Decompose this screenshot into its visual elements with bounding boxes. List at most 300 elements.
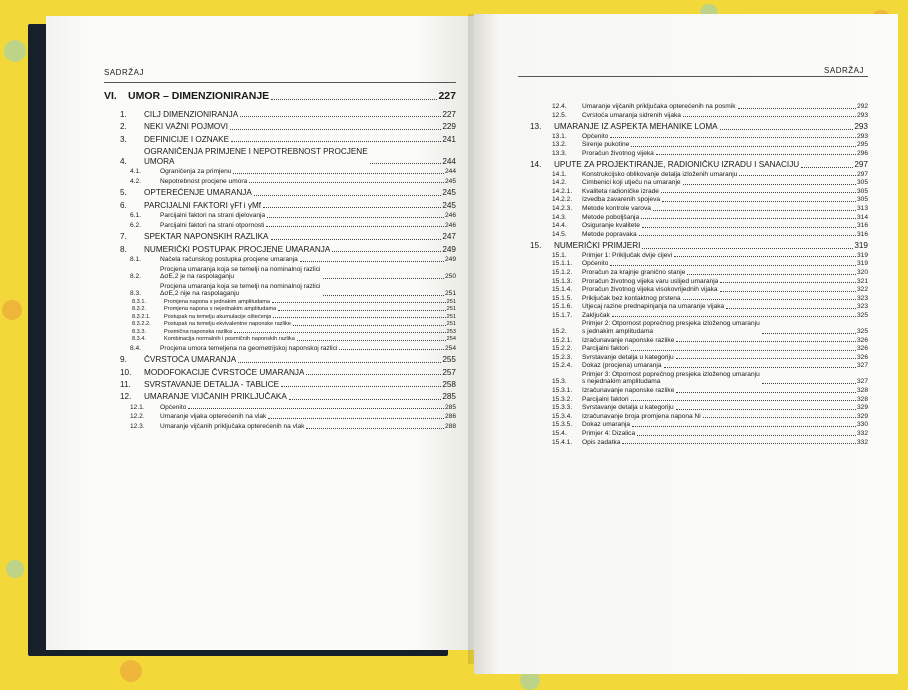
toc-entry xyxy=(518,371,868,386)
entry-number: 15.2.4. xyxy=(552,362,573,370)
leader-dots xyxy=(263,207,441,208)
entry-title: NUMERIČKI POSTUPAK PROCJENE UMARANJA xyxy=(144,244,331,254)
entry-page: 285 xyxy=(442,392,456,402)
entry-number: 8.3.1. xyxy=(132,299,146,306)
entry-page: 293 xyxy=(856,132,868,140)
entry-page: 255 xyxy=(442,355,456,365)
entry-number: 12.1. xyxy=(130,403,145,411)
entry-number: 4.1. xyxy=(130,168,141,176)
toc-entry xyxy=(104,212,456,220)
leader-dots xyxy=(674,256,856,257)
toc-entry xyxy=(104,147,456,166)
toc-entry xyxy=(104,232,456,241)
entry-title: Proračun životnog vijeka varu uslijed umaranja xyxy=(582,277,719,285)
entry-number: 1. xyxy=(120,110,127,120)
leader-dots xyxy=(739,175,856,176)
entry-title: Metode poboljšanja xyxy=(582,213,640,221)
entry-page: 251 xyxy=(446,306,456,313)
leader-dots xyxy=(661,192,856,193)
entry-number: 9. xyxy=(120,355,127,365)
leader-dots xyxy=(234,332,446,333)
entry-page: 316 xyxy=(856,230,868,238)
toc-entry xyxy=(518,252,868,260)
entry-number: 7. xyxy=(120,232,127,242)
leader-dots xyxy=(271,239,442,240)
entry-page: 327 xyxy=(856,362,868,370)
entry-title-line2: s nejednakim amplitudama xyxy=(582,378,661,386)
entry-page: 296 xyxy=(856,149,868,157)
entry-title: Osiguranje kvalitete xyxy=(582,222,640,230)
toc-entry xyxy=(518,387,868,395)
entry-number: 14.2. xyxy=(552,179,567,187)
entry-title: Svrstavanje detalja u kategoriju xyxy=(582,353,674,361)
toc-entry xyxy=(104,110,456,119)
entry-title: Postupak na temelju ekvivalentne naponske razlike xyxy=(164,321,291,328)
entry-number: 15.1.7. xyxy=(552,311,573,319)
entry-title: Nepotrebnost procjene umora xyxy=(160,177,248,185)
entry-title: Parcijalni faktori na strani djelovanja xyxy=(160,212,266,220)
entry-number: 6.2. xyxy=(130,221,141,229)
entry-title: Primjer 3: Otpornost poprečnog presjeka izloženog umaranju xyxy=(582,370,760,378)
entry-page: 254 xyxy=(446,336,456,343)
leader-dots xyxy=(676,392,856,393)
entry-title: Promjena napona s nejednakim amplitudama xyxy=(164,306,277,313)
entry-number: 4. xyxy=(120,156,127,166)
leader-dots xyxy=(610,265,856,266)
right-page xyxy=(474,14,898,674)
entry-page: 313 xyxy=(856,205,868,213)
toc-entry xyxy=(518,179,868,187)
entry-title: Svrstavanje detalja u kategoriju xyxy=(582,404,674,412)
toc-entry xyxy=(518,439,868,447)
leader-dots xyxy=(278,310,445,311)
entry-title: Čvrstoća umaranja sidrenih vijaka xyxy=(582,111,681,119)
entry-number: 15. xyxy=(530,241,542,251)
entry-page: 316 xyxy=(856,222,868,230)
toc-entry xyxy=(518,354,868,362)
leader-dots xyxy=(683,299,856,300)
leader-dots xyxy=(306,374,441,375)
entry-title: OPTEREĆENJE UMARANJA xyxy=(144,188,252,198)
entry-page: 326 xyxy=(856,345,868,353)
leader-dots xyxy=(240,116,441,117)
leader-dots xyxy=(762,333,856,334)
toc-entry xyxy=(518,160,868,169)
leader-dots xyxy=(676,409,856,410)
toc-entry xyxy=(518,278,868,286)
left-page-header: SADRŽAJ xyxy=(104,68,144,77)
entry-title-line2: UMORA xyxy=(144,156,175,166)
entry-page: 253 xyxy=(446,328,456,335)
toc-entry xyxy=(104,404,456,412)
entry-page: 244 xyxy=(442,156,456,166)
leader-dots xyxy=(726,308,856,309)
entry-number: 15.4.1. xyxy=(552,438,573,446)
entry-number: 15.3.2. xyxy=(552,395,573,403)
entry-number: 8.1. xyxy=(130,256,141,264)
leader-dots xyxy=(323,295,444,296)
leader-dots xyxy=(687,274,856,275)
leader-dots xyxy=(720,282,856,283)
toc-entry xyxy=(518,286,868,294)
toc-entry xyxy=(518,141,868,149)
entry-page: 244 xyxy=(444,168,456,176)
toc-entry xyxy=(518,413,868,421)
entry-page: 297 xyxy=(856,170,868,178)
entry-title-line2: s jednakim amplitudama xyxy=(582,327,654,335)
leader-dots xyxy=(231,141,441,142)
entry-page: 328 xyxy=(856,395,868,403)
entry-page: 293 xyxy=(856,111,868,119)
toc-entry xyxy=(104,368,456,377)
header-rule xyxy=(518,76,868,77)
toc-entry xyxy=(518,188,868,196)
toc-entry xyxy=(518,269,868,277)
entry-page: 245 xyxy=(442,200,456,210)
entry-number: 12. xyxy=(120,392,132,402)
entry-page: 323 xyxy=(856,303,868,311)
leader-dots xyxy=(188,408,444,409)
toc-entry xyxy=(104,413,456,421)
leader-dots xyxy=(272,302,446,303)
entry-number: 15.2.2. xyxy=(552,345,573,353)
leader-dots xyxy=(664,367,856,368)
leader-dots xyxy=(233,173,444,174)
entry-title: Čimbenici koji utječu na umaranje xyxy=(582,179,681,187)
toc-entry xyxy=(104,122,456,131)
entry-number: 15.2.1. xyxy=(552,336,573,344)
toc-entry xyxy=(104,256,456,264)
toc-entry xyxy=(104,188,456,197)
toc-entry xyxy=(518,112,868,120)
entry-page: 258 xyxy=(442,380,456,390)
leader-dots xyxy=(323,278,444,279)
entry-page: 332 xyxy=(856,429,868,437)
toc-entry xyxy=(518,337,868,345)
entry-number: 8.3.3. xyxy=(132,328,146,335)
leader-dots xyxy=(656,154,856,155)
entry-title-line2: ΔσE,2 nije na raspolaganju xyxy=(160,290,240,298)
leader-dots xyxy=(642,248,853,249)
entry-page: 328 xyxy=(856,387,868,395)
leader-dots xyxy=(610,137,856,138)
entry-number: 10. xyxy=(120,367,132,377)
leader-dots xyxy=(612,316,856,317)
entry-title: OGRANIČENJA PRIMJENE I NEPOTREBNOST PROCJENE xyxy=(144,147,368,157)
toc-entry xyxy=(518,241,868,250)
entry-title: Procjena umaranja koja se temelji na nominalnoj razlici xyxy=(160,265,321,273)
entry-title: Metode kontrole varova xyxy=(582,205,651,213)
leader-dots xyxy=(683,116,856,117)
leader-dots xyxy=(289,399,441,400)
entry-number: 6. xyxy=(120,200,127,210)
toc-entry xyxy=(104,329,456,335)
entry-title: Konstrukcijsko oblikovanje detalja izloženih umaranju xyxy=(582,170,738,178)
entry-number: 15.3.5. xyxy=(552,421,573,429)
entry-title: UMARANJE VIJČANIH PRIKLJUČAKA xyxy=(144,392,287,402)
toc-entry xyxy=(104,392,456,401)
entry-page: 319 xyxy=(856,260,868,268)
entry-title: Primjer 1: Priključak dvije cijevi xyxy=(582,251,673,259)
header-rule xyxy=(104,82,456,83)
toc-entry xyxy=(104,178,456,186)
entry-page: 326 xyxy=(856,353,868,361)
toc-entry xyxy=(518,345,868,353)
entry-title: Izvedba zavarenih spojeva xyxy=(582,196,661,204)
entry-number: 15.1.5. xyxy=(552,294,573,302)
left-page xyxy=(46,16,474,650)
entry-page: 332 xyxy=(856,438,868,446)
right-page-header: SADRŽAJ xyxy=(824,66,864,75)
entry-title: Utjecaj razine prednapinjanja na umaranje vijaka xyxy=(582,303,725,311)
entry-number: 8.3. xyxy=(130,290,141,298)
entry-page: 251 xyxy=(446,299,456,306)
entry-number: 8.4. xyxy=(130,344,141,352)
entry-title: Dokaz umaranja xyxy=(582,421,631,429)
entry-title: Primjer 2: Otpornost poprečnog presjeka izloženog umaranju xyxy=(582,320,760,328)
toc-entry xyxy=(104,299,456,305)
entry-number: 15.1.1. xyxy=(552,260,573,268)
entry-page: 251 xyxy=(446,321,456,328)
entry-page: 250 xyxy=(444,273,456,281)
leader-dots xyxy=(801,167,853,168)
toc-entry xyxy=(104,168,456,176)
toc-entry xyxy=(104,336,456,342)
entry-page: 314 xyxy=(856,213,868,221)
entry-number: 2. xyxy=(120,122,127,132)
entry-page: 251 xyxy=(446,313,456,320)
leader-dots xyxy=(631,146,856,147)
entry-page: 305 xyxy=(856,196,868,204)
entry-title: Ograničenja za primjenu xyxy=(160,168,232,176)
entry-title-line2: ΔσE,2 je na raspolaganju xyxy=(160,273,235,281)
entry-page: 329 xyxy=(856,404,868,412)
entry-title: Priključak bez kontaktnog prstena xyxy=(582,294,681,302)
toc-entry xyxy=(104,306,456,312)
entry-title: Parcijalni faktori na strani otpornosti xyxy=(160,221,265,229)
entry-title: Širenje pukotine xyxy=(582,141,630,149)
leader-dots xyxy=(720,291,856,292)
toc-entry xyxy=(104,201,456,210)
toc-entry xyxy=(104,345,456,353)
leader-dots xyxy=(281,386,441,387)
entry-number: 8.3.2.1. xyxy=(132,313,151,320)
leader-dots xyxy=(306,428,444,429)
entry-number: 15.1. xyxy=(552,251,567,259)
entry-title: Umaranje vijčanih priključaka opterećenih na vlak xyxy=(160,423,305,431)
leader-dots xyxy=(370,163,442,164)
entry-number: 12.2. xyxy=(130,413,145,421)
entry-number: 13.1. xyxy=(552,132,567,140)
entry-page: 321 xyxy=(856,277,868,285)
entry-title: Parcijalni faktori xyxy=(582,395,629,403)
entry-title: Izračunavanje broja promjena napona Ni xyxy=(582,412,701,420)
leader-dots xyxy=(300,261,444,262)
entry-number: 13.3. xyxy=(552,149,567,157)
entry-page: 293 xyxy=(854,122,868,132)
entry-number: 15.3.3. xyxy=(552,404,573,412)
entry-title: SPEKTAR NAPONSKIH RAZLIKA xyxy=(144,232,269,242)
toc-entry xyxy=(518,231,868,239)
entry-number: 8.3.4. xyxy=(132,336,146,343)
entry-title: Posmična naponska razlika xyxy=(164,328,233,335)
leader-dots xyxy=(738,108,856,109)
leader-dots xyxy=(631,350,856,351)
entry-title: Metode popravaka xyxy=(582,230,637,238)
entry-number: 8.3.2. xyxy=(132,306,146,313)
entry-title: Opis zadatka xyxy=(582,438,621,446)
leader-dots xyxy=(230,129,441,130)
toc-entry xyxy=(518,150,868,158)
entry-title: SVRSTAVANJE DETALJA - TABLICE xyxy=(144,380,280,390)
entry-page: 297 xyxy=(854,160,868,170)
toc-entry xyxy=(104,266,456,281)
entry-number: 13. xyxy=(530,122,542,132)
entry-number: 15.2.3. xyxy=(552,353,573,361)
toc-entry xyxy=(104,321,456,327)
entry-page: 295 xyxy=(856,141,868,149)
entry-page: 254 xyxy=(444,344,456,352)
toc-entry xyxy=(104,135,456,144)
entry-page: 229 xyxy=(442,122,456,132)
toc-entry xyxy=(518,312,868,320)
toc-entry xyxy=(518,303,868,311)
entry-title: Postupak na temelju akumulacije oštećenja xyxy=(164,313,272,320)
toc-entry xyxy=(104,380,456,389)
toc-entry xyxy=(518,295,868,303)
entry-number: 14. xyxy=(530,160,542,170)
leader-dots xyxy=(720,129,854,130)
entry-number: 11. xyxy=(120,380,131,390)
entry-number: 15.1.4. xyxy=(552,286,573,294)
entry-page: 322 xyxy=(856,286,868,294)
entry-page: 320 xyxy=(856,268,868,276)
toc-entry xyxy=(104,245,456,254)
entry-title: Dokaz (procjena) umaranja xyxy=(582,362,662,370)
entry-page: 305 xyxy=(856,179,868,187)
leader-dots xyxy=(622,443,856,444)
right-toc xyxy=(518,102,868,446)
entry-title: Promjena napona s jednakim amplitudama xyxy=(164,299,271,306)
entry-title: UPUTE ZA PROJEKTIRANJE, RADIONIČKU IZRADU I SANACIJU xyxy=(554,160,800,170)
toc-entry xyxy=(518,430,868,438)
entry-page: 286 xyxy=(444,413,456,421)
entry-title: Procjena umora temeljena na geometrijskoj naponskoj razlici xyxy=(160,344,338,352)
leader-dots xyxy=(642,227,856,228)
entry-title: NUMERIČKI PRIMJERI xyxy=(554,241,641,251)
toc-entry xyxy=(518,421,868,429)
leader-dots xyxy=(267,217,444,218)
leader-dots xyxy=(662,201,856,202)
entry-number: 14.2.1. xyxy=(552,187,573,195)
entry-page: 245 xyxy=(444,177,456,185)
entry-title: Općenito xyxy=(582,260,609,268)
entry-page: 246 xyxy=(444,221,456,229)
entry-number: 15.1.6. xyxy=(552,303,573,311)
leader-dots xyxy=(637,435,856,436)
entry-title: CILJ DIMENZIONIRANJA xyxy=(144,110,239,120)
entry-number: 5. xyxy=(120,188,127,198)
leader-dots xyxy=(254,195,442,196)
entry-page: 326 xyxy=(856,336,868,344)
toc-entry xyxy=(518,222,868,230)
leader-dots xyxy=(641,218,856,219)
entry-number: 12.5. xyxy=(552,111,567,119)
entry-number: 6.1. xyxy=(130,212,141,220)
entry-number: 12.4. xyxy=(552,103,567,110)
entry-page: 249 xyxy=(442,244,456,254)
entry-number: 8.3.2.2. xyxy=(132,321,151,328)
toc-entry xyxy=(104,423,456,431)
entry-page: 325 xyxy=(856,311,868,319)
entry-page: 292 xyxy=(856,103,868,110)
toc-entry xyxy=(104,355,456,364)
entry-number: 14.4. xyxy=(552,222,567,230)
entry-number: 14.3. xyxy=(552,213,567,221)
entry-number: 14.1. xyxy=(552,170,567,178)
leader-dots xyxy=(266,226,444,227)
entry-number: 15.3.4. xyxy=(552,412,573,420)
toc-entry xyxy=(518,404,868,412)
entry-title: Općenito xyxy=(160,403,187,411)
leader-dots xyxy=(676,341,856,342)
leader-dots xyxy=(293,325,446,326)
entry-page: 325 xyxy=(856,327,868,335)
entry-number: 3. xyxy=(120,134,127,144)
toc-entry xyxy=(518,214,868,222)
entry-page: 323 xyxy=(856,294,868,302)
entry-number: 12.3. xyxy=(130,423,145,431)
leader-dots xyxy=(683,184,856,185)
entry-title: Proračun životnog vijeka xyxy=(582,149,654,157)
toc-entry xyxy=(104,314,456,320)
entry-page: 227 xyxy=(442,110,456,120)
leader-dots xyxy=(631,400,856,401)
entry-page: 319 xyxy=(854,241,868,251)
toc-entry xyxy=(518,320,868,335)
entry-title: DEFINICIJE I OZNAKE xyxy=(144,134,230,144)
entry-number: 4.2. xyxy=(130,177,141,185)
entry-number: 13.2. xyxy=(552,141,567,149)
entry-number: 15.3. xyxy=(552,378,567,386)
entry-page: 319 xyxy=(856,251,868,259)
entry-title: Procjena umaranja koja se temelji na nominalnoj razlici xyxy=(160,282,321,290)
toc-entry xyxy=(104,222,456,230)
entry-title: Umaranje vijčanih priključaka opterećenih na posmik xyxy=(582,103,736,110)
entry-title: Kombinacija normalnih i posmičnih naponskih razlika xyxy=(164,336,295,343)
open-book xyxy=(28,10,898,682)
entry-number: 15.4. xyxy=(552,429,567,437)
entry-page: 329 xyxy=(856,412,868,420)
entry-title: Izračunavanje naponske razlike xyxy=(582,387,675,395)
entry-page: 327 xyxy=(856,378,868,386)
entry-title: Zaključak xyxy=(582,311,610,319)
leader-dots xyxy=(339,349,444,350)
toc-entry xyxy=(518,133,868,141)
entry-page: 249 xyxy=(444,256,456,264)
entry-page: 330 xyxy=(856,421,868,429)
entry-title: Proračun za krajnje granično stanje xyxy=(582,268,686,276)
entry-page: 241 xyxy=(442,134,456,144)
entry-number: 15.3.1. xyxy=(552,387,573,395)
leader-dots xyxy=(273,317,445,318)
toc-entry xyxy=(518,260,868,268)
entry-title: Načela računskog postupka procjene umaranja xyxy=(160,256,298,264)
entry-page: 247 xyxy=(442,232,456,242)
toc-entry xyxy=(518,171,868,179)
leader-dots xyxy=(332,251,441,252)
entry-number: 15.1.2. xyxy=(552,268,573,276)
